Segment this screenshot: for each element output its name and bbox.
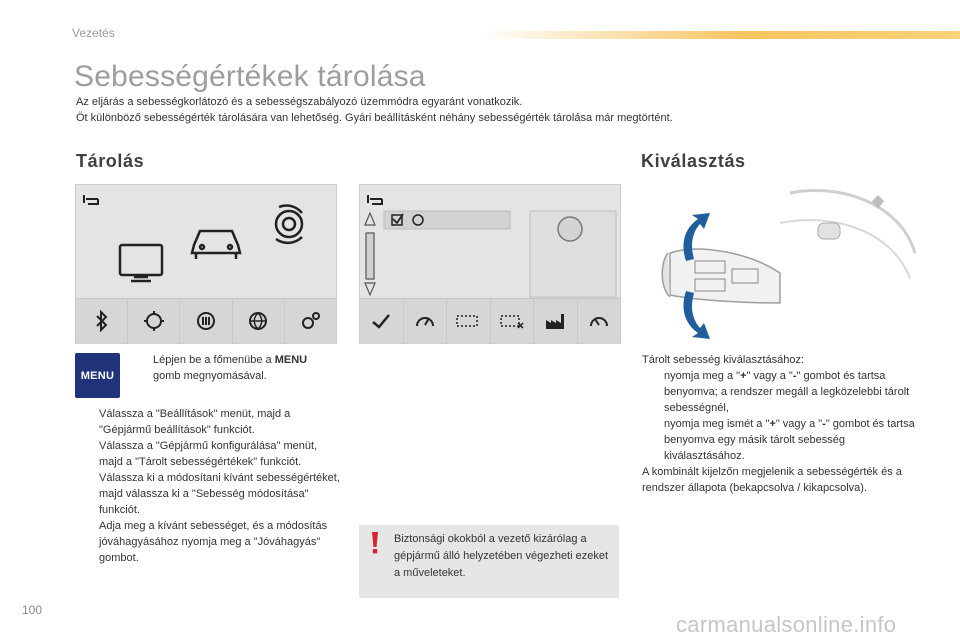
- menu-button-icon: MENU: [75, 353, 120, 398]
- scroll-bar[interactable]: [366, 233, 374, 279]
- list-item: Válassza a "Gépjármű konfigurálása" menüt, majd a "Tárolt sebességértékek" funkciót.: [99, 440, 318, 468]
- heading-store: Tárolás: [76, 151, 145, 171]
- menu-bottom-bar: [76, 298, 336, 343]
- list-item: Válassza a "Beállítások" menüt, majd a "Gépjármű beállítások" funkciót.: [99, 408, 291, 436]
- page-title: Sebességértékek tárolása: [74, 60, 426, 93]
- factory-icon[interactable]: [534, 299, 578, 343]
- scroll-down-icon[interactable]: [365, 283, 375, 295]
- heading-select: Kiválasztás: [641, 151, 746, 171]
- menu-keyword: MENU: [274, 354, 308, 366]
- page-number: 100: [22, 603, 43, 617]
- settings-icon[interactable]: [285, 299, 336, 343]
- store-steps-list: [77, 406, 342, 566]
- list-item: Válassza ki a módosítani kívánt sebességértéket, majd válassza ki a "Sebesség módosítása" funkciót.: [99, 472, 340, 516]
- navigation-icon[interactable]: [128, 299, 180, 343]
- bluetooth-icon[interactable]: [76, 299, 128, 343]
- driving-assist-icon[interactable]: [180, 299, 232, 343]
- steering-wheel-emblem: [872, 195, 884, 209]
- steering-wheel-button: [818, 223, 840, 239]
- scroll-up-icon[interactable]: [365, 213, 375, 225]
- list-item: Adja meg a kívánt sebességet, és a módosítás jóváhagyásához nyomja meg a "Jóváhagyás" gombot.: [99, 520, 328, 564]
- list-item: nyomja meg a "+" vagy a "-" gombot és tartsa benyomva; a rendszer megáll a legközelebbi tárolt sebességnél,: [664, 370, 910, 414]
- intro-line-2: Öt különböző sebességérték tárolására van lehetőség. Gyári beállításként néhány sebességérték tárolása már megtörtént.: [76, 112, 673, 124]
- warning-icon: [369, 531, 381, 555]
- car-icon: [192, 231, 240, 259]
- touchscreen-main-menu: [75, 184, 337, 344]
- section-label: Vezetés: [72, 26, 115, 40]
- watermark: carmanualsonline.info: [676, 612, 897, 637]
- back-icon: [368, 195, 382, 204]
- display-icon: [120, 245, 162, 281]
- safety-warning-text: Biztonsági okokból a vezető kizárólag a gépjármű álló helyzetében végezheti ezeket a műveleteket.: [394, 533, 609, 579]
- speed-settings-icon[interactable]: [578, 299, 621, 343]
- globe-icon[interactable]: [233, 299, 285, 343]
- step-open-menu: Lépjen be a főmenübe a MENU gomb megnyomásával.: [153, 354, 308, 382]
- list-item: nyomja meg ismét a "+" vagy a "-" gombot és tartsa benyomva egy másik tárolt sebesség kiválasztásához.: [664, 418, 915, 462]
- intro-line-1: Az eljárás a sebességkorlátozó és a sebességszabályozó üzemmódra egyaránt vonatkozik.: [76, 96, 523, 108]
- touchscreen-speed-memory: [359, 184, 621, 344]
- delete-field-icon[interactable]: [491, 299, 535, 343]
- header-accent-bar: [480, 31, 960, 39]
- speed-knob-icon[interactable]: [558, 217, 582, 241]
- select-instructions: Tárolt sebesség kiválasztásához: nyomja meg a "+" vagy a "-" gombot és tartsa benyomva; a rendszer megáll a legközelebbi tárolt sebességnél, nyomja meg ismét a "+" vagy a "-" gombot és tartsa benyomva egy másik tárolt sebesség kiválasztásához. A kombinált kijelzőn megjelenik a sebességérték és a rendszer állapota (bekapcsolva / kikapcsolva).: [642, 352, 922, 496]
- speedometer-icon[interactable]: [404, 299, 448, 343]
- confirm-icon[interactable]: [360, 299, 404, 343]
- back-icon: [84, 195, 98, 204]
- speed-list-row[interactable]: [384, 211, 510, 229]
- sound-icon: [276, 206, 302, 243]
- cruise-control-stalk-illustration: [640, 183, 920, 348]
- edit-field-icon[interactable]: [447, 299, 491, 343]
- speed-bottom-bar: [360, 298, 620, 343]
